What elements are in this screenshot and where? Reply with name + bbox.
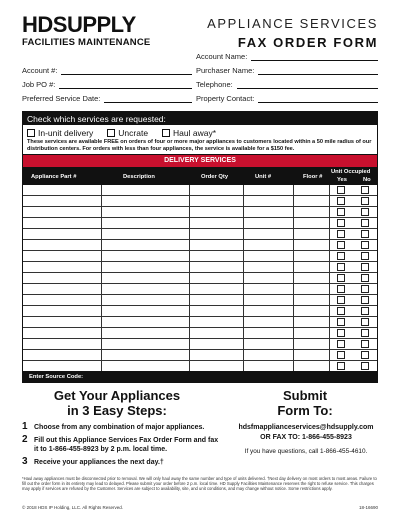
step-text: Receive your appliances the next day.† <box>34 459 164 466</box>
option-label: In-unit delivery <box>38 127 94 138</box>
table-row[interactable] <box>23 295 377 306</box>
account-name-field[interactable] <box>196 52 378 61</box>
occupied-no-checkbox[interactable] <box>361 252 369 260</box>
step-text: Choose from any combination of major appliances. <box>34 424 205 431</box>
service-date-label: Preferred Service Date: <box>22 94 101 103</box>
job-po-field[interactable] <box>22 80 192 89</box>
account-name-label: Account Name: <box>196 52 248 61</box>
occupied-yes-checkbox[interactable] <box>337 197 345 205</box>
table-row[interactable] <box>23 240 377 251</box>
occupied-yes-checkbox[interactable] <box>337 230 345 238</box>
logo-subtitle: FACILITIES MAINTENANCE <box>22 37 151 48</box>
occupied-yes-checkbox[interactable] <box>337 318 345 326</box>
submit-title <box>232 388 378 418</box>
option-in-unit-delivery[interactable] <box>27 128 93 138</box>
submit-email[interactable]: hdsfmapplianceservices@hdsupply.com <box>238 424 374 431</box>
telephone-line[interactable] <box>237 81 378 89</box>
header <box>22 14 378 54</box>
column-divider <box>243 185 244 371</box>
occupied-yes-checkbox[interactable] <box>337 274 345 282</box>
steps-title-line2: in 3 Easy Steps: <box>67 403 167 418</box>
account-number-field[interactable] <box>22 66 192 75</box>
table-row[interactable] <box>23 328 377 339</box>
form-title: FAX ORDER FORM <box>237 35 378 50</box>
table-row[interactable] <box>23 262 377 273</box>
telephone-field[interactable] <box>196 80 378 89</box>
occupied-no-checkbox[interactable] <box>361 274 369 282</box>
service-date-field[interactable] <box>22 94 192 103</box>
step-2 <box>22 436 222 456</box>
table-row[interactable] <box>23 196 377 207</box>
checkbox-haul-away[interactable] <box>162 129 170 137</box>
option-uncrate[interactable] <box>107 128 148 138</box>
column-divider <box>101 185 102 371</box>
col-no: No <box>363 177 371 183</box>
table-title: DELIVERY SERVICES <box>23 155 377 167</box>
col-unit-number: Unit # <box>255 174 272 180</box>
option-label: Uncrate <box>118 127 149 138</box>
form-code: 18-16690 <box>358 505 378 510</box>
submit-title-line1: Submit <box>282 388 328 403</box>
occupied-yes-checkbox[interactable] <box>337 186 345 194</box>
job-po-label: Job PO #: <box>22 80 56 89</box>
occupied-no-checkbox[interactable] <box>361 197 369 205</box>
step-number: 1 <box>22 421 28 432</box>
table-row[interactable] <box>23 229 377 240</box>
occupied-no-checkbox[interactable] <box>361 362 369 370</box>
steps-title-line1: Get Your Appliances <box>53 388 181 403</box>
occupied-yes-checkbox[interactable] <box>337 285 345 293</box>
occupied-no-checkbox[interactable] <box>361 285 369 293</box>
occupied-no-checkbox[interactable] <box>361 307 369 315</box>
step-1 <box>22 423 222 435</box>
table-row[interactable] <box>23 306 377 317</box>
account-name-line[interactable] <box>251 53 378 61</box>
table-row[interactable] <box>23 273 377 284</box>
copyright: © 2018 HDS IP Holding, LLC. All Rights Reserved. <box>22 505 124 510</box>
col-order-qty: Order Qty <box>201 174 229 180</box>
occupied-yes-checkbox[interactable] <box>337 362 345 370</box>
occupied-yes-checkbox[interactable] <box>337 241 345 249</box>
occupied-no-checkbox[interactable] <box>361 230 369 238</box>
occupied-yes-checkbox[interactable] <box>337 208 345 216</box>
checkbox-in-unit-delivery[interactable] <box>27 129 35 137</box>
occupied-no-checkbox[interactable] <box>361 219 369 227</box>
checkbox-uncrate[interactable] <box>107 129 115 137</box>
col-part-number: Appliance Part # <box>31 174 77 180</box>
table-row[interactable] <box>23 218 377 229</box>
telephone-label: Telephone: <box>196 80 233 89</box>
occupied-yes-checkbox[interactable] <box>337 252 345 260</box>
submit-title-line2: Form To: <box>277 403 333 418</box>
table-row[interactable] <box>23 284 377 295</box>
occupied-yes-checkbox[interactable] <box>337 219 345 227</box>
property-contact-field[interactable] <box>196 94 378 103</box>
services-note: These services are available FREE on orders of four or more major appliances to customers located within a 50 mile radius of our distribution centers. For orders with less than four appliances, the service is available for a $150 fee. <box>27 139 372 152</box>
steps-title <box>22 388 212 418</box>
hd-supply-logo: HDSUPPLY <box>22 12 136 37</box>
table-row[interactable] <box>23 251 377 262</box>
step-number: 3 <box>22 456 28 467</box>
column-divider <box>293 185 294 371</box>
column-divider <box>189 185 190 371</box>
purchaser-name-line[interactable] <box>258 67 378 75</box>
occupied-no-checkbox[interactable] <box>361 351 369 359</box>
occupied-no-checkbox[interactable] <box>361 318 369 326</box>
services-box <box>22 111 378 156</box>
delivery-services-table <box>22 154 378 383</box>
table-row[interactable] <box>23 207 377 218</box>
occupied-no-checkbox[interactable] <box>361 340 369 348</box>
purchaser-name-label: Purchaser Name: <box>196 66 255 75</box>
occupied-yes-checkbox[interactable] <box>337 263 345 271</box>
occupied-yes-checkbox[interactable] <box>337 307 345 315</box>
column-divider <box>329 185 330 371</box>
table-row[interactable] <box>23 339 377 350</box>
step-text: Fill out this Appliance Services Fax Order Form and fax it to 1-866-455-8923 by 2 p.m. local time. <box>34 437 219 453</box>
table-row[interactable] <box>23 185 377 196</box>
service-date-line[interactable] <box>104 95 192 103</box>
table-row[interactable] <box>23 350 377 361</box>
occupied-yes-checkbox[interactable] <box>337 351 345 359</box>
occupied-no-checkbox[interactable] <box>361 296 369 304</box>
table-header <box>23 167 377 185</box>
occupied-no-checkbox[interactable] <box>361 263 369 271</box>
occupied-yes-checkbox[interactable] <box>337 296 345 304</box>
services-options <box>23 125 377 138</box>
submit-help: If you have questions, call 1-866-455-4610. <box>244 448 368 455</box>
occupied-yes-checkbox[interactable] <box>337 340 345 348</box>
services-header: Check which services are requested: <box>23 112 377 125</box>
col-unit-occupied: Unit Occupied <box>331 169 371 175</box>
occupied-no-checkbox[interactable] <box>361 329 369 337</box>
step-number: 2 <box>22 434 28 445</box>
property-contact-line[interactable] <box>258 95 378 103</box>
table-row[interactable] <box>23 317 377 328</box>
source-code-row[interactable]: Enter Source Code: <box>23 371 377 383</box>
submit-fax: OR FAX TO: 1-866-455-8923 <box>260 434 352 441</box>
table-body <box>23 185 377 371</box>
purchaser-name-field[interactable] <box>196 66 378 75</box>
option-label: Haul away* <box>173 127 217 138</box>
occupied-yes-checkbox[interactable] <box>337 329 345 337</box>
option-haul-away[interactable] <box>162 128 216 138</box>
form-subtitle: APPLIANCE SERVICES <box>207 16 378 31</box>
fine-print: *Haul away appliances must be disconnected prior to removal. We will only haul away the same number and type of units delivered. †Next day delivery on most orders to most areas. Failure to fill out the order form in its entirety may lead to delayed. Please submit your order before 2 p.m. local time. HD Supply Facilities Maintenance reserves the right to refuse service. This charges may apply if services are refused by the Customer. Services are subject to availability, site, and unit conditions, and may change without notice. Some restrictions apply. <box>22 476 377 492</box>
account-number-line[interactable] <box>61 67 192 75</box>
occupied-no-checkbox[interactable] <box>361 208 369 216</box>
col-description: Description <box>123 174 155 180</box>
job-po-line[interactable] <box>59 81 192 89</box>
step-3 <box>22 458 222 470</box>
property-contact-label: Property Contact: <box>196 94 255 103</box>
col-yes: Yes <box>337 177 347 183</box>
occupied-no-checkbox[interactable] <box>361 186 369 194</box>
col-floor-number: Floor # <box>303 174 323 180</box>
occupied-no-checkbox[interactable] <box>361 241 369 249</box>
account-number-label: Account #: <box>22 66 58 75</box>
